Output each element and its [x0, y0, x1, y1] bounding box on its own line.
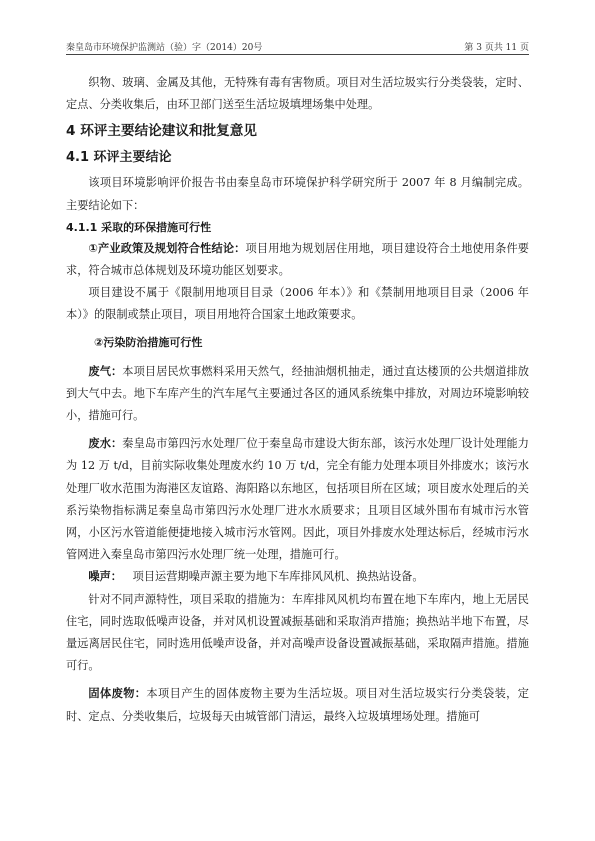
noise-text: 项目运营期噪声源主要为地下车库排风风机、换热站设备。	[121, 570, 424, 584]
page-header	[66, 40, 529, 55]
section-4-1-paragraph: 该项目环境影响评价报告书由秦皇岛市环境保护科学研究所于 2007 年 8 月编制完成。主要结论如下：	[66, 176, 529, 212]
section-4-heading: 4 环评主要结论建议和批复意见	[66, 123, 257, 140]
wastewater-label: 废水：	[88, 437, 123, 451]
land-use-paragraph: 项目建设不属于《限制用地项目目录（2006 年本）》和《禁制用地项目目录（2006 年本）》的限制或禁止项目，项目用地符合国家土地政策要求。	[66, 286, 529, 322]
exhaust-gas-paragraph	[66, 361, 529, 428]
noise-measures-paragraph: 针对不同声源特性，项目采取的措施为：车库排风风机均布置在地下车库内，地上无居民住宅，同时选取低噪声设备，并对风机设置减振基础和采取消声措施；换热站半地下布置，尽量远离居民住宅，同时选用低噪声设备，并对高噪声设备设置减振基础，采取隔声措施。措施可行。	[66, 592, 529, 673]
section-4-1-1-heading: 4.1.1 采取的环保措施可行性	[66, 220, 212, 234]
wastewater-paragraph	[66, 433, 529, 566]
pollution-control-heading: ②污染防治措施可行性	[94, 335, 203, 349]
exhaust-gas-text: 本项目居民炊事燃料采用天然气，经抽油烟机抽走，通过直达楼顶的公共烟道排放到大气中去。地下车库产生的汽车尾气主要通过各区的通风系统集中排放，对周边环境影响较小，措施可行。	[66, 364, 529, 423]
solid-waste-paragraph	[66, 683, 529, 727]
intro-paragraph: 织物、玻璃、金属及其他，无特殊有毒有害物质。项目对生活垃圾实行分类袋装，定时、定点、分类收集后，由环卫部门送至生活垃圾填埋场集中处理。	[66, 76, 529, 112]
page-number: 第 3 页共 11 页	[464, 43, 529, 53]
noise-label: 噪声：	[88, 570, 122, 584]
document-body	[66, 72, 529, 728]
noise-paragraph	[66, 566, 529, 588]
document-reference: 秦皇岛市环境保护监测站（验）字（2014）20号	[66, 43, 263, 53]
policy-conclusion-label: ①产业政策及规划符合性结论：	[88, 241, 246, 255]
wastewater-text: 秦皇岛市第四污水处理厂位于秦皇岛市建设大街东部，该污水处理厂设计处理能力为 12 万 t/d，目前实际收集处理废水约 10 万 t/d，完全有能力处理本项目外排废水；该污水处理厂收水范围为海港区友谊路、海阳路以东地区，包括项目所在区域；项目废水处理后的关系污染物指标满足秦皇岛市第四污水处理厂进水水质要求；且项目区域外围布有城市污水管网，小区污水管道能便捷地接入城市污水管网。因此，项目外排废水处理达标后，经城市污水管网进入秦皇岛市第四污水处理厂统一处理，措施可行。	[66, 437, 529, 562]
exhaust-gas-label: 废气：	[88, 364, 123, 378]
policy-conclusion-text: 项目用地为规划居住用地，项目建设符合土地使用条件要求，符合城市总体规划及环境功能区划要求。	[66, 241, 529, 278]
policy-conclusion-paragraph	[66, 238, 529, 282]
solid-waste-text: 本项目产生的固体废物主要为生活垃圾。项目对生活垃圾实行分类袋装，定时、定点、分类收集后，垃圾每天由城管部门清运，最终入垃圾填埋场处理。措施可	[66, 687, 529, 723]
solid-waste-label: 固体废物：	[88, 687, 147, 701]
section-4-1-heading: 4.1 环评主要结论	[66, 150, 172, 166]
